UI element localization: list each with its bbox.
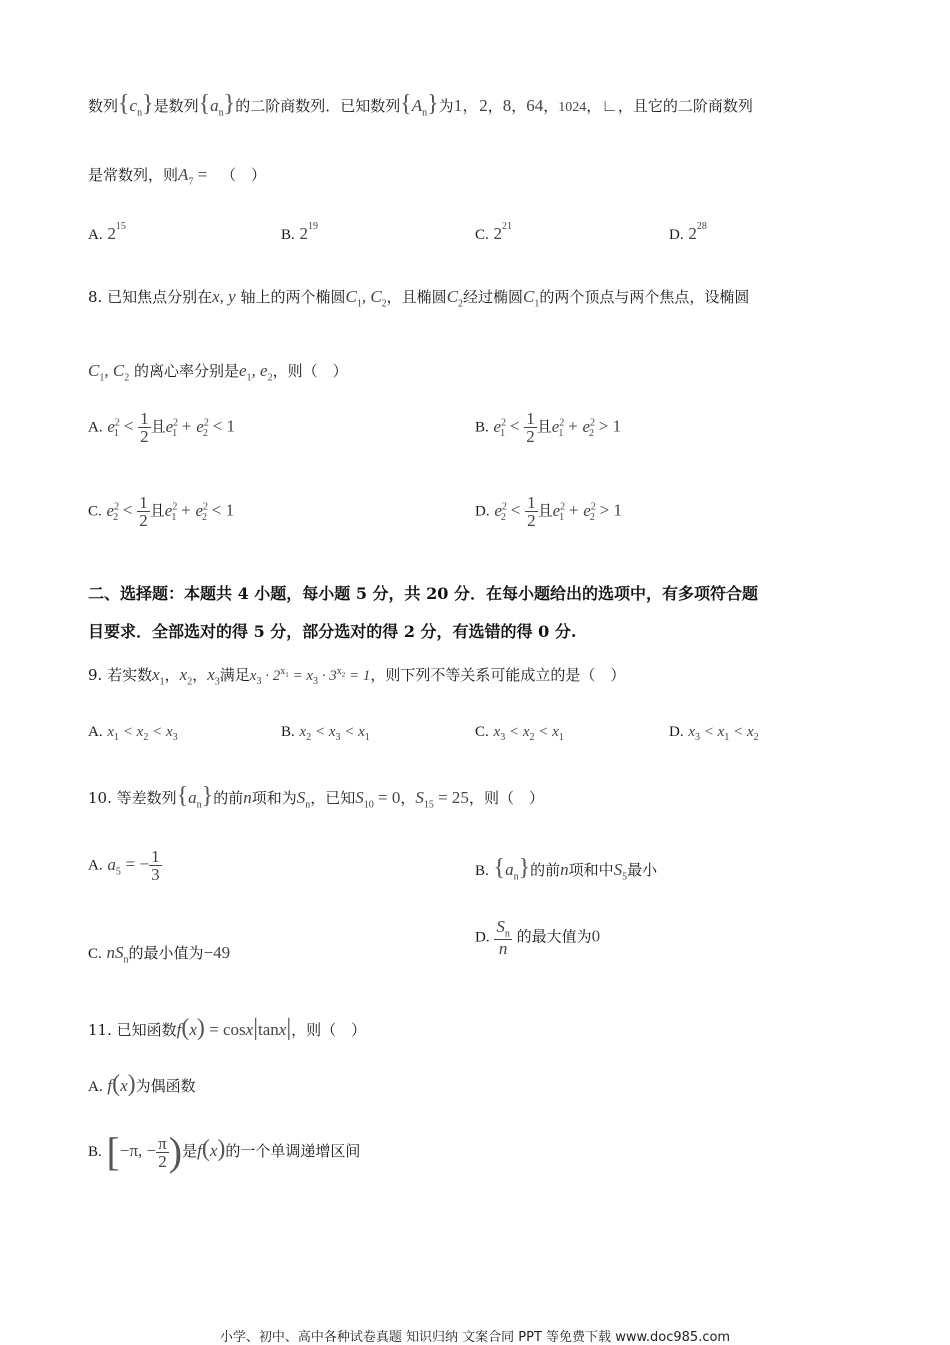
q9-stem: 9. 若实数$x_1$，$x_2$，$x_3$满足$x_3 \cdot 2^{x_1} = x_3 \cdot 3^{x_2} = 1$，则下列不等关系可能成立的是（ ） (88, 665, 626, 688)
q10-option-a[interactable]: A. $a_5$ = − $\frac{1}{3}$ (88, 847, 160, 884)
q11-option-a[interactable]: A. f(x)为偶函数 (88, 1071, 196, 1097)
math-A-n: $A_n$ (411, 96, 428, 119)
q7-option-d[interactable]: D. $2^{28}$ (669, 221, 707, 243)
q8-option-c[interactable]: C. $e^2_2$ < $\frac{1}{2}$ 且$e^2_1 + e^2_2 < 1$ (88, 493, 235, 530)
q9-option-b[interactable]: B. $x_2 < x_3 < x_1$ (281, 724, 370, 743)
q8-option-b[interactable]: B. $e^2_1$ < $\frac{1}{2}$ 且$e^2_1 + e^2_2 > 1$ (475, 409, 622, 446)
page-footer: 小学、初中、高中各种试卷真题 知识归纳 文案合同 PPT 等免费下载 www.doc985.com (219, 1330, 731, 1345)
q10-stem: 10. 等差数列$\{a_n\}$的前n项和为$S_n$，已知$S_{10} = 0$，$S_{15} = 25$，则（ ） (88, 783, 544, 811)
q7-option-c[interactable]: C. $2^{21}$ (475, 221, 513, 243)
section2-heading-line2: 目要求．全部选对的得 5 分，部分选对的得 2 分，有选错的得 0 分. (88, 622, 577, 641)
q7-option-a[interactable]: A. $2^{15}$ (88, 221, 126, 243)
math-A7: $A_7$ (178, 165, 194, 188)
q9-option-c[interactable]: C. $x_3 < x_2 < x_1$ (475, 724, 564, 743)
math-a-n: $a_n$ (210, 96, 224, 119)
math-c-n: $c_n$ (129, 96, 143, 119)
q10-option-d[interactable]: D. $\frac{S_n}{n}$ 的最大值为0 (475, 917, 601, 959)
q9-option-a[interactable]: A. $x_1 < x_2 < x_3$ (88, 724, 178, 743)
q11-stem: 11. 已知函数f(x) = cosx|tanx|，则（ ） (88, 1015, 367, 1041)
q7-option-b[interactable]: B. $2^{19}$ (281, 221, 319, 243)
q8-option-d[interactable]: D. $e^2_2$ < $\frac{1}{2}$ 且$e^2_1 + e^2_2 > 1$ (475, 493, 622, 530)
section2-heading-line1: 二、选择题：本题共 4 小题，每小题 5 分，共 20 分．在每小题给出的选项中，有多项符合题 (88, 584, 758, 603)
q11-option-b[interactable]: B. [−π, − $\frac{\pi}{2}$ )是f(x)的一个单调递增区间 (88, 1129, 361, 1174)
q9-option-d[interactable]: D. $x_3 < x_1 < x_2$ (669, 724, 759, 743)
q8-line1: 8. 已知焦点分别在x, y 轴上的两个椭圆$C_1$, $C_2$，且椭圆$C_2$经过椭圆$C_1$的两个顶点与两个焦点，设椭圆 (88, 287, 750, 310)
q10-option-c[interactable]: C. $nS_n$的最小值为−49 (88, 943, 231, 966)
q8-line2: $C_1$, $C_2$ 的离心率分别是$e_1$, $e_2$，则（ ） (88, 361, 348, 384)
q8-option-a[interactable]: A. $e^2_1$ < $\frac{1}{2}$ 且$e^2_1 + e^2_2 < 1$ (88, 409, 235, 446)
q7-line2: 是常数列，则$A_7$ = （ ） (88, 165, 267, 188)
q7-line1: 数列$\{c_n\}$是数列$\{a_n\}$的二阶商数列．已知数列$\{A_n\}$为1，2，8，64，1024，∟，且它的二阶商数列 (88, 91, 753, 119)
q10-option-b[interactable]: B. $\{a_n\}$的前n项和中$S_5$最小 (475, 855, 658, 883)
